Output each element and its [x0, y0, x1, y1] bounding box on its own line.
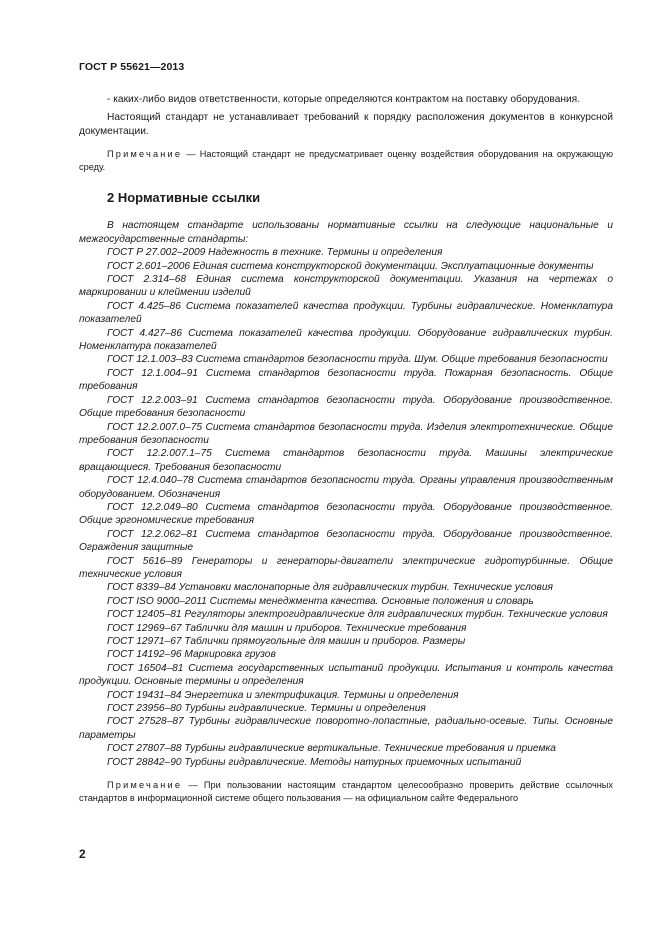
reference-item: ГОСТ 8339–84 Установки маслонапорные для гидравлических турбин. Технические условия — [107, 582, 553, 594]
reference-item: ГОСТ 12.2.003–91 Система стандартов безопасности труда. Оборудование производственное. Общие требования безопасности — [79, 394, 613, 420]
note-label: Примечание — [107, 149, 183, 160]
paragraph-tender-docs: Настоящий стандарт не устанавливает требований к порядку расположения документов в конкурсной документации. — [79, 112, 613, 137]
reference-item: ГОСТ 12405–81 Регуляторы электрогидравлические для гидравлических турбин. Технические условия — [107, 609, 608, 621]
reference-item: ГОСТ 19431–84 Энергетика и электрификация. Термины и определения — [107, 689, 459, 701]
reference-item: ГОСТ 2.601–2006 Единая система конструкторской документации. Эксплуатационные документы — [107, 260, 594, 272]
note-label: Примечание — [107, 780, 183, 791]
reference-item: ГОСТ 28842–90 Турбины гидравлические. Методы натурных приемочных испытаний — [107, 756, 522, 768]
reference-item: ГОСТ 12.2.007.0–75 Система стандартов безопасности труда. Изделия электротехнические. Общие требования безопасности — [79, 421, 613, 446]
section-title: 2 Нормативные ссылки — [107, 190, 261, 206]
reference-item: ГОСТ 4.427–86 Система показателей качества продукции. Оборудование гидравлических турбин. Номенклатура показателей — [79, 327, 613, 353]
reference-item: ГОСТ 27807–88 Турбины гидравлические вертикальные. Технические требования и приемка — [107, 743, 556, 755]
reference-item: ГОСТ 12.2.062–81 Система стандартов безопасности труда. Оборудование производственное. Ограждения защитные — [79, 528, 613, 554]
paragraph-responsibility: - каких-либо видов ответственности, которые определяются контрактом на поставку оборудования. — [107, 94, 581, 105]
references-list — [79, 246, 613, 769]
reference-item: ГОСТ 12.2.049–80 Система стандартов безопасности труда. Оборудование производственное. Общие эргономические требования — [79, 501, 613, 527]
reference-item: ГОСТ 12.1.003–83 Система стандартов безопасности труда. Шум. Общие требования безопасности — [107, 354, 608, 366]
reference-item: ГОСТ 27528–87 Турбины гидравлические поворотно-лопастные, радиально-осевые. Типы. Основные параметры — [79, 716, 613, 741]
reference-item: ГОСТ Р 27.002–2009 Надежность в технике. Термины и определения — [107, 247, 443, 259]
document-code-header: ГОСТ Р 55621—2013 — [79, 61, 185, 73]
note-text: — Настоящий стандарт не предусматривает оценку воздействия оборудования на окружающую среду. — [79, 149, 613, 172]
note-text: — При пользовании настоящим стандартом целесообразно проверить действие ссылочных стандартов в информационной системе общего пользования — на официальном сайте Федерального — [79, 780, 613, 803]
references-intro: В настоящем стандарте использованы нормативные ссылки на следующие национальные и межгосударственные стандарты: — [79, 220, 613, 245]
reference-item: ГОСТ 12.1.004–91 Система стандартов безопасности труда. Пожарная безопасность. Общие требования — [79, 367, 613, 393]
reference-item: ГОСТ 12969–67 Таблички для машин и приборов. Технические требования — [107, 622, 467, 634]
reference-item: ГОСТ 23956–80 Турбины гидравлические. Термины и определения — [107, 703, 426, 715]
reference-item: ГОСТ 2.314–68 Единая система конструкторской документации. Указания на чертежах о маркировании и клеймении изделий — [79, 274, 613, 299]
reference-item: ГОСТ 5616–89 Генераторы и генераторы-двигатели электрические гидротурбинные. Общие технические условия — [79, 555, 613, 580]
reference-item: ГОСТ 14192–96 Маркировка грузов — [107, 649, 276, 661]
reference-item: ГОСТ 12.4.040–78 Система стандартов безопасности труда. Органы управления производственным оборудованием. Обозначения — [79, 475, 613, 500]
note-environment — [79, 148, 613, 173]
note-reference-check — [79, 779, 613, 804]
page-number: 2 — [79, 847, 86, 861]
page-content — [79, 93, 613, 804]
reference-item: ГОСТ 16504–81 Система государственных испытаний продукции. Испытания и контроль качества продукции. Основные термины и определения — [79, 662, 613, 688]
reference-item: ГОСТ 12.2.007.1–75 Система стандартов безопасности труда. Машины электрические вращающиеся. Требования безопасности — [79, 448, 613, 473]
reference-item: ГОСТ 12971–67 Таблички прямоугольные для машин и приборов. Размеры — [107, 636, 466, 647]
reference-item: ГОСТ 4.425–86 Система показателей качества продукции. Турбины гидравлические. Номенклатура показателей — [79, 300, 613, 326]
reference-item: ГОСТ ISO 9000–2011 Системы менеджмента качества. Основные положения и словарь — [107, 595, 534, 607]
